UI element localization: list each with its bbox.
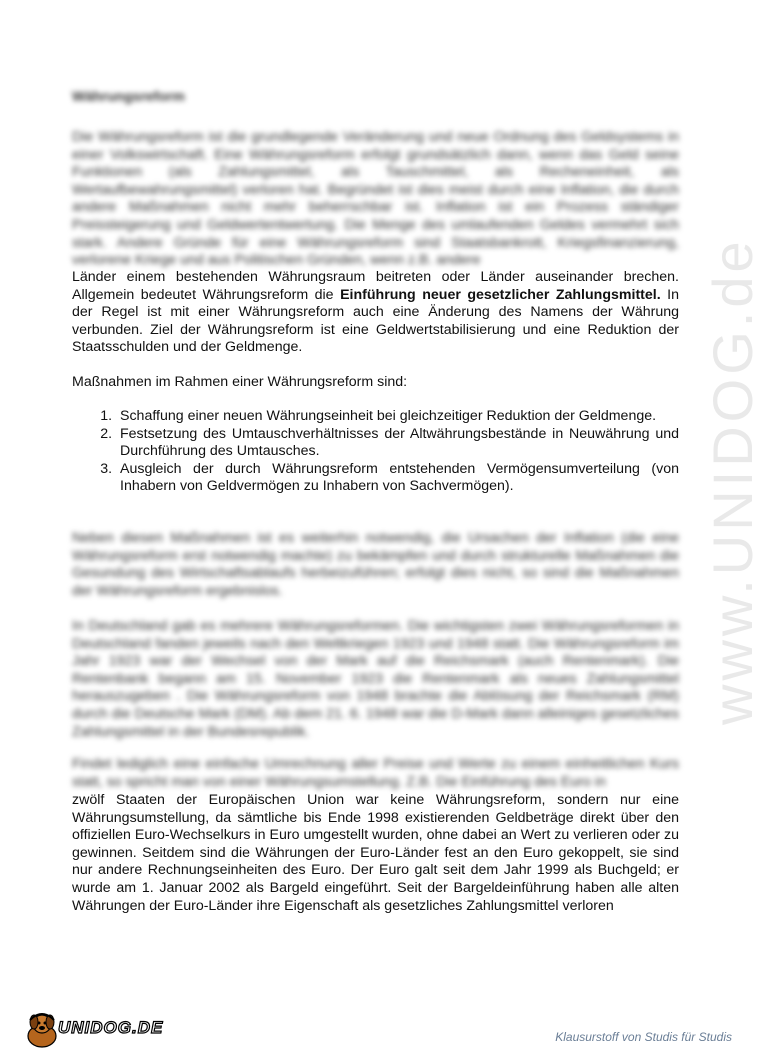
paragraph-euro-visible: zwölf Staaten der Europäischen Union war keine Währungsreform, sondern nur eine Währungsumstellung, da sämtliche bis Ende 1998 existierenden Geldbeträge direkt über den offiziellen Euro-Wechselkurs in Euro umgestellt wurden, ohne dabei an Wert zu verlieren oder zu gewinnen. Seitdem sind die Währungen der Euro-Länder fest an den Euro gekoppelt, sie sind nur andere Rechnungseinheiten des Euro. Der Euro galt seit dem Jahr 1999 als Buchgeld; er wurde am 1. Januar 2002 als Bargeld eingeführt. Seit der Bargeldeinführung haben alle alten Währungen der Euro-Länder ihre Eigenschaft als gesetzliches Zahlungsmittel verloren <box>72 792 679 914</box>
paragraph-euro-blurred: Findet lediglich eine einfache Umrechnung aller Preise und Werte zu einem einheitlichen Kurs statt, so spricht man von einer Währungsumstellung. Z.B. Die Einführung des Euro in <box>72 756 679 790</box>
measure-item: 2. Festsetzung des Umtauschverhältnisses der Altwährungsbestände in Neuwährung und Durchführung des Umtausches. <box>116 426 679 461</box>
paragraph-definition <box>72 287 679 356</box>
measure-item: 3. Ausgleich der durch Währungsreform entstehenden Vermögensumverteilung (von Inhabern von Geldvermögen zu Inhabern von Sachvermögen). <box>116 461 679 496</box>
paragraph-intro-visible <box>72 269 679 357</box>
logo-text: UNIDOG.DE <box>58 1018 164 1037</box>
footer-tagline: Klausurstoff von Studis für Studis <box>555 1030 732 1044</box>
definition-start: Allgemein bedeutet Währungsreform die <box>72 286 341 303</box>
paragraph-germany-blurred: In Deutschland gab es mehrere Währungsreformen. Die wichtigsten zwei Währungsreformen in Deutschland fanden jeweils nach den Weltkriegen 1923 und 1948 statt. Die Währungsreform im Jahr 1923 war der Wechsel von der Mark auf die Reichsmark (auch Rentenmark). Die Rentenbank begann am 15. November 1923 die Rentenmark als neues Zahlungsmittel herauszugeben . Die Währungsreform von 1948 brachte die Ablösung der Reichsmark (RM) durch die Deutsche Mark (DM). Ab dem 21. 6. 1948 war die D-Mark dann alleiniges gesetzliches Zahlungsmittel in der Bundesrepublik. <box>72 618 679 740</box>
watermark: www.UNIDOG.de <box>701 237 764 725</box>
measures-list-wrap <box>92 408 679 496</box>
paragraph-intro-blurred: Die Währungsreform ist die grundlegende Veränderung und neue Ordnung des Geldsystems in einer Volkswirtschaft. Eine Währungsreform erfolgt grundsätzlich dann, wenn das Geld seine Funktionen (als Zahlungsmittel, als Tauschmittel, als Recheneinheit, als Wertaufbewahrungsmittel) verloren hat. Begründet ist dies meist durch eine Inflation, die durch andere Maßnahmen nicht mehr beherrschbar ist. Inflation ist ein Prozess ständiger Preissteigerung und Geldwertentwertung. Die Menge des umlaufenden Geldes vermehrt sich stark. Andere Gründe für eine Währungsreform sind Staatsbankrott, Kriegsfinanzierung, verlorene Kriege und aus Politischen Gründen, wenn z.B. andere <box>72 129 679 269</box>
paragraph-causes-blurred: Neben diesen Maßnahmen ist es weiterhin notwendig, die Ursachen der Inflation (die eine Währungsreform erst notwendig machte) zu bekämpfen und durch strukturelle Maßnahmen die Gesundung des Wirtschaftsablaufs herbeizuführen; erfolgt dies nicht, so sind die Maßnahmen der Währungsreform ergebnislos. <box>72 530 679 599</box>
measures-intro: Maßnahmen im Rahmen einer Währungsreform sind: <box>72 374 408 390</box>
definition-rest: In der Regel ist mit einer Währungsreform auch eine Änderung des Namens der Währung verbunden. Ziel der Währungsreform ist eine Geldwertstabilisierung und eine Reduktion der Staatsschulden und der Geldmenge. <box>72 286 679 356</box>
definition-bold: Einführung neuer gesetzlicher Zahlungsmittel. <box>340 286 661 303</box>
measure-item: 1. Schaffung einer neuen Währungseinheit bei gleichzeitiger Reduktion der Geldmenge. <box>116 408 679 426</box>
document-heading: Währungsreform <box>72 88 185 104</box>
measures-list <box>92 408 679 496</box>
paragraph-intro-last-line: Länder einem bestehenden Währungsraum beitreten oder Länder auseinander brechen. <box>72 269 679 285</box>
